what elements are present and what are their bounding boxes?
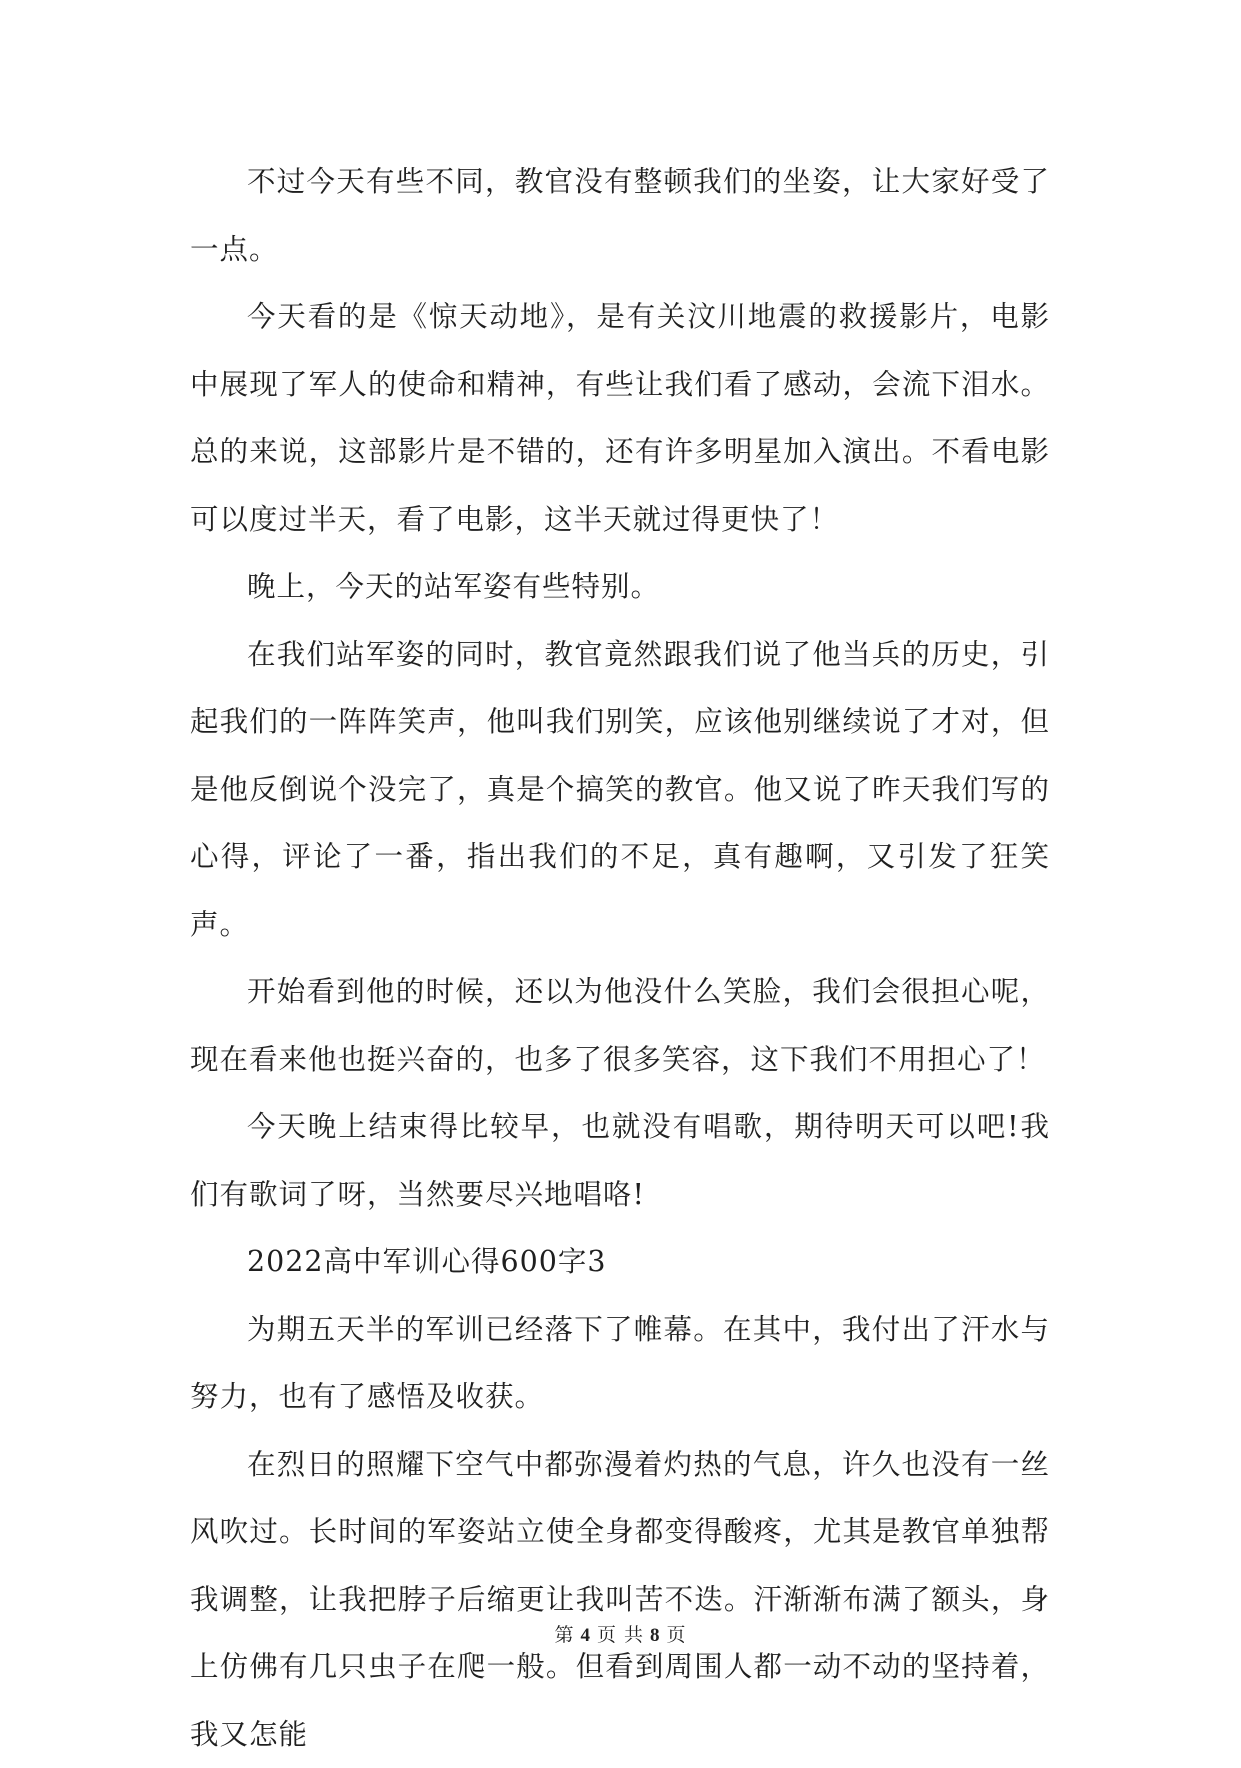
paragraph: 为期五天半的军训已经落下了帷幕。在其中，我付出了汗水与努力，也有了感悟及收获。: [190, 1296, 1050, 1431]
total-pages-number: 8: [650, 1625, 661, 1646]
paragraph: 在烈日的照耀下空气中都弥漫着灼热的气息，许久也没有一丝风吹过。长时间的军姿站立使全身都变得酸疼，尤其是教官单独帮我调整，让我把脖子后缩更让我叫苦不迭。汗渐渐布满了额头，身上仿佛有几只虫子在爬一般。但看到周围人都一动不动的坚持着，我又怎能: [190, 1431, 1050, 1768]
current-page-number: 4: [580, 1625, 591, 1646]
paragraph: 开始看到他的时候，还以为他没什么笑脸，我们会很担心呢，现在看来他也挺兴奋的，也多了很多笑容，这下我们不用担心了！: [190, 958, 1050, 1093]
section-heading: 2022高中军训心得600字3: [190, 1228, 1050, 1296]
footer-middle: 页 共: [597, 1624, 644, 1646]
paragraph: 在我们站军姿的同时，教官竟然跟我们说了他当兵的历史，引起我们的一阵阵笑声，他叫我们别笑，应该他别继续说了才对，但是他反倒说个没完了，真是个搞笑的教官。他又说了昨天我们写的心得，评论了一番，指出我们的不足，真有趣啊，又引发了狂笑声。: [190, 621, 1050, 959]
footer-suffix: 页: [667, 1624, 687, 1646]
paragraph: 不过今天有些不同，教官没有整顿我们的坐姿，让大家好受了一点。: [190, 148, 1050, 283]
body-text: [190, 148, 1050, 1768]
paragraph: 今天看的是《惊天动地》，是有关汶川地震的救援影片，电影中展现了军人的使命和精神，有些让我们看了感动，会流下泪水。总的来说，这部影片是不错的，还有许多明星加入演出。不看电影可以度过半天，看了电影，这半天就过得更快了！: [190, 283, 1050, 553]
paragraph: 晚上，今天的站军姿有些特别。: [190, 553, 1050, 621]
footer-prefix: 第: [554, 1624, 574, 1646]
paragraph: 今天晚上结束得比较早，也就没有唱歌，期待明天可以吧!我们有歌词了呀，当然要尽兴地唱咯!: [190, 1093, 1050, 1228]
page-footer: [0, 1620, 1241, 1647]
